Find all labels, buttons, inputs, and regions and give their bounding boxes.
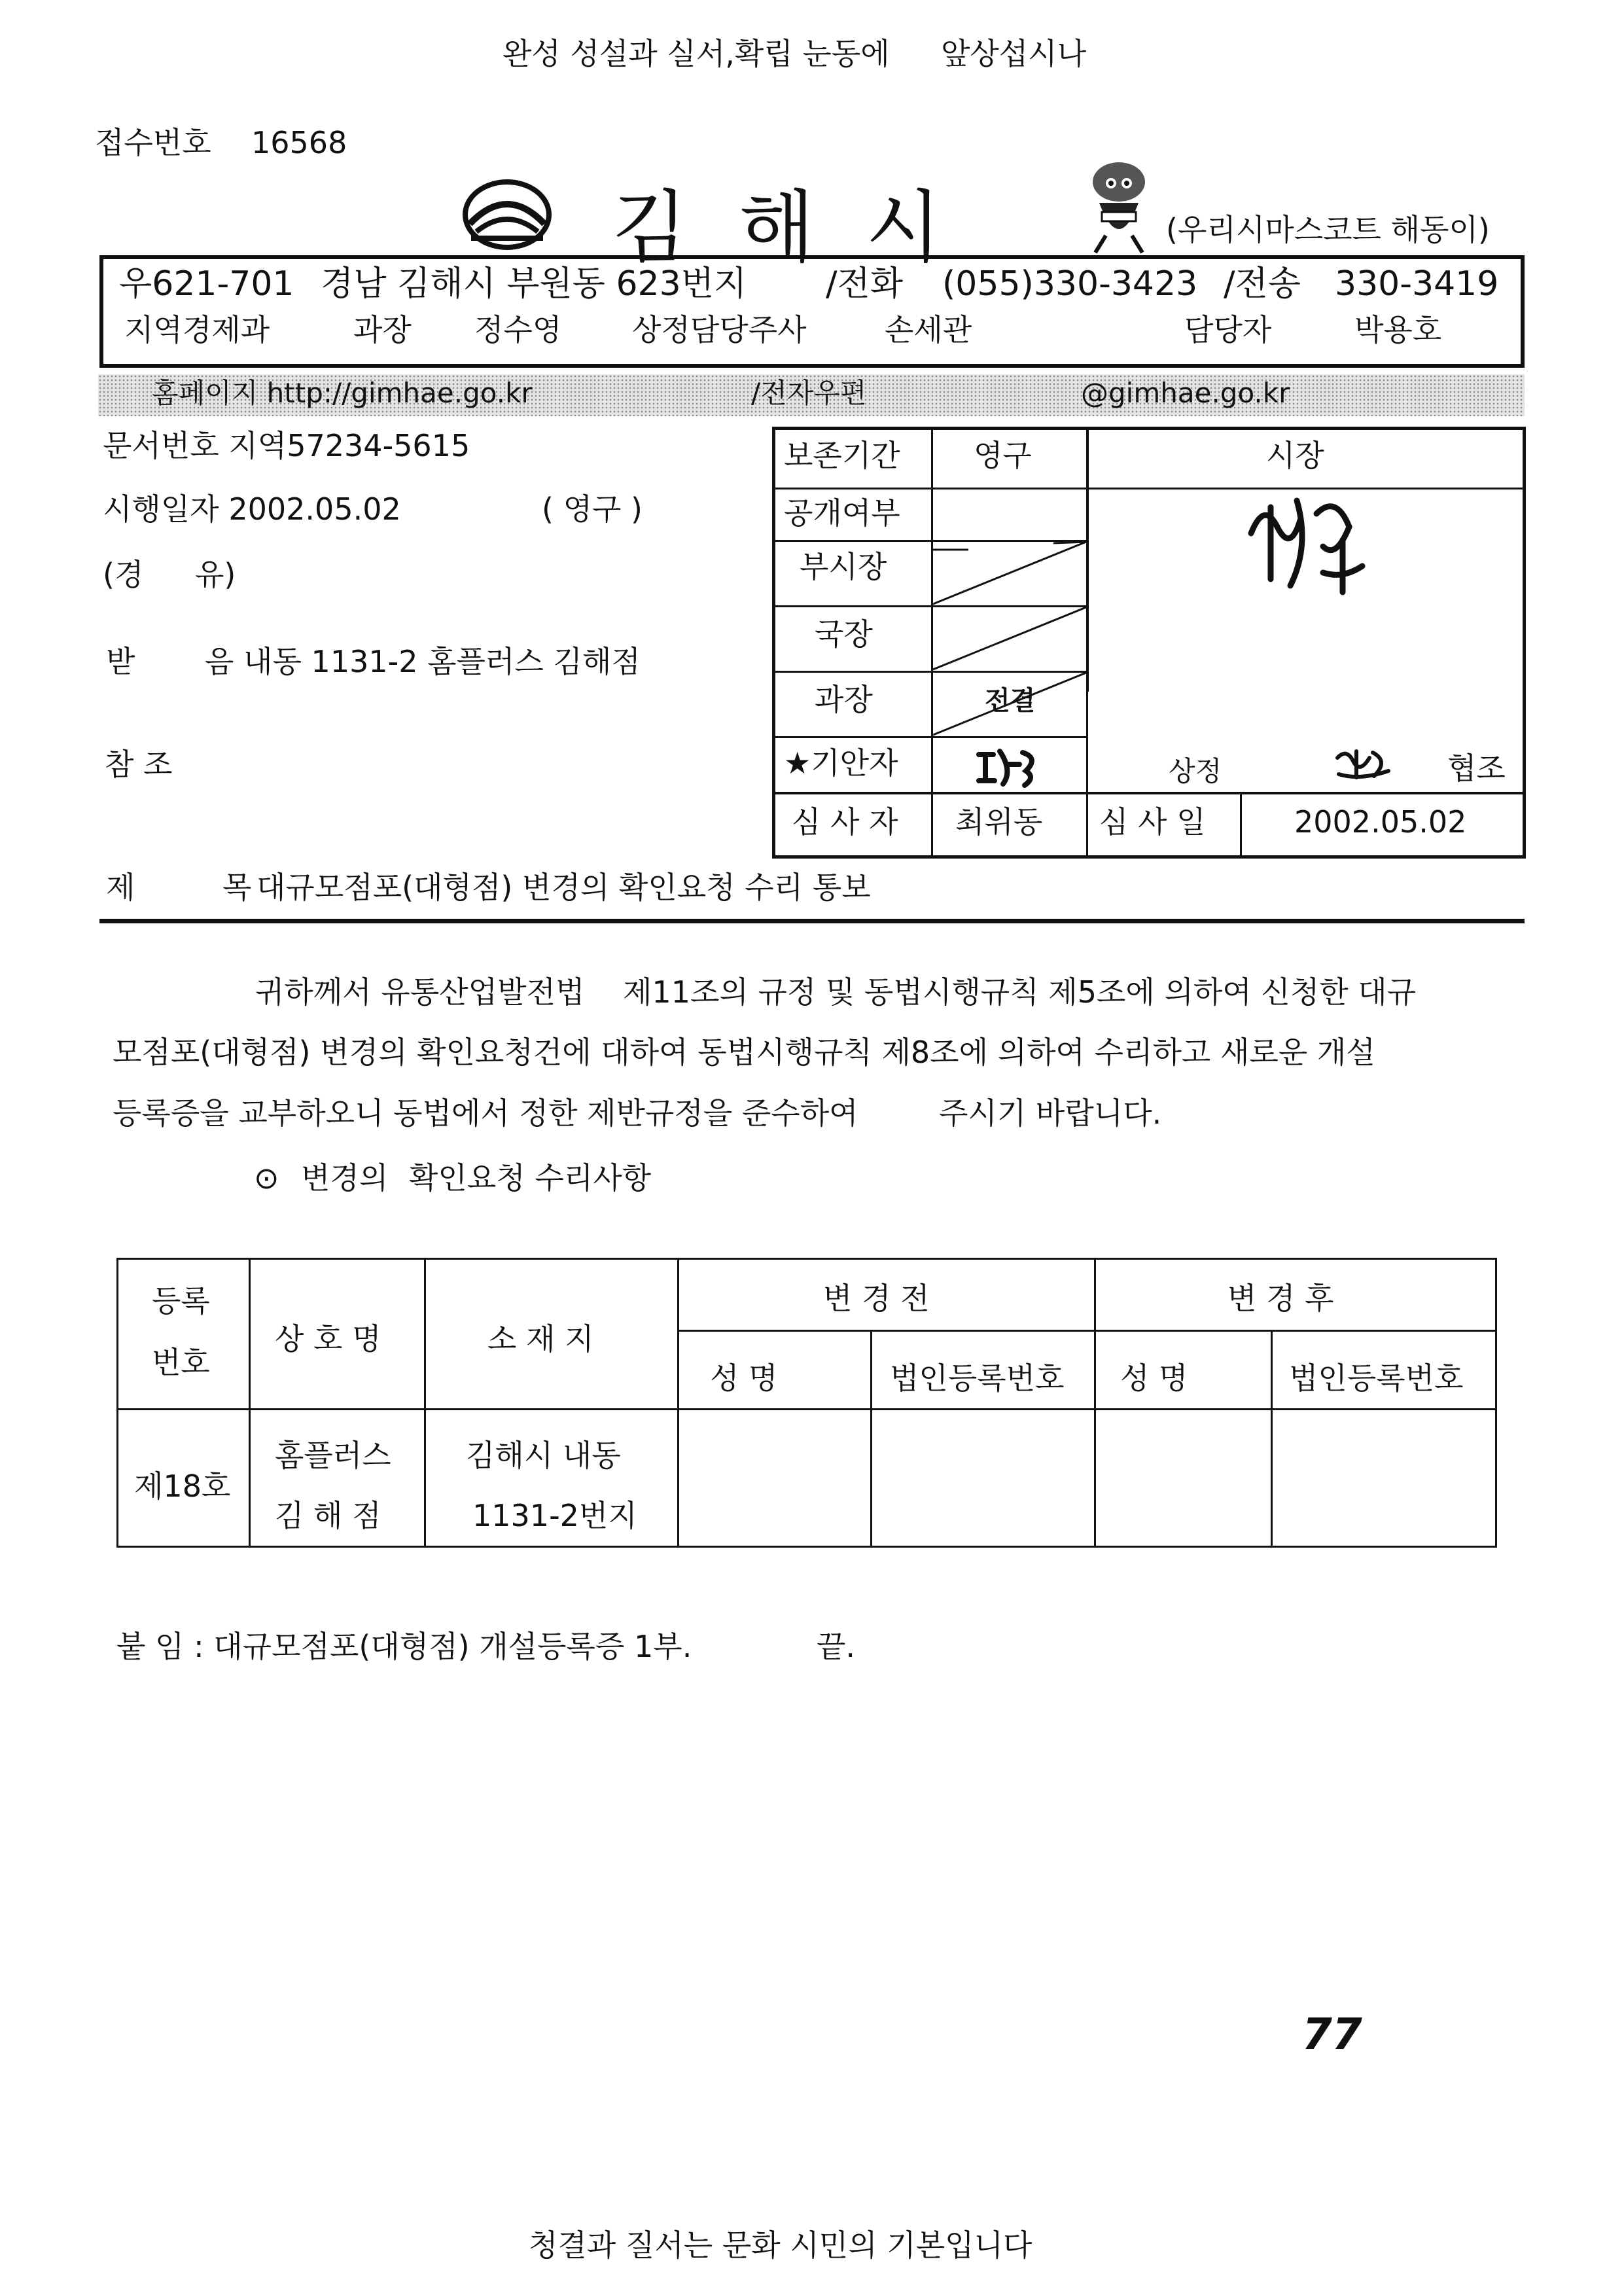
department: 지역경제과 [124,312,270,347]
section-chief-label: 과장 [815,682,873,717]
bottom-slogan: 청결과 질서는 문화 시민의 기본입니다 [529,2228,1033,2263]
review-date: 2002.05.02 [1294,804,1467,840]
receipt-number: 16568 [251,125,347,160]
reviewer-name: 최위동 [955,804,1043,840]
mayor-label: 시장 [1266,438,1324,473]
homepage[interactable]: 홈페이지 http://gimhae.go.kr [152,377,533,409]
item-heading-a: 변경의 [301,1160,389,1196]
city-name: 김 해 시 [612,183,955,274]
via-close: 유) [195,557,236,592]
reviewer-label: 심 사 자 [792,804,898,840]
top-slogan-left: 완성 성설과 실서,확립 눈동에 [503,36,890,71]
review-date-label: 심 사 일 [1099,804,1206,840]
before-corp-no-header: 법인등록번호 [890,1360,1065,1396]
section-head-name: 정수영 [474,312,562,347]
enforcement-date: 시행일자 2002.05.02 [103,491,401,527]
retention-period-value: 영구 [974,438,1032,473]
reg-no-header-1: 등록 [152,1283,210,1319]
after-name-header: 성 명 [1120,1360,1188,1396]
receipt-label: 접수번호 [95,125,211,160]
director-label: 국장 [815,616,873,652]
staff-label: 상정 [1169,755,1222,787]
phone-number: (055)330-3423 [942,264,1198,304]
staff-name: 손세관 [885,312,972,347]
person-in-charge-name: 박용호 [1354,312,1442,347]
after-change-header: 변 경 후 [1227,1281,1334,1316]
email-address[interactable]: @gimhae.go.kr [1081,377,1290,409]
body-line2: 모점포(대형점) 변경의 확인요청건에 대하여 동법시행규칙 제8조에 의하여 수리하고 새로운 개설 [113,1035,1375,1070]
retention-period-label: 보존기간 [784,438,900,473]
recipient-label: 받 [106,644,135,679]
body-line3-b: 주시기 바랍니다. [939,1095,1162,1131]
body-line3-a: 등록증을 교부하오니 동법에서 정한 제반규정을 준수하여 [113,1095,858,1131]
row-trade-name-2: 김 해 점 [275,1498,381,1533]
cooperation-label: 협조 [1447,751,1506,786]
phone-label: /전화 [826,264,903,304]
body-line1-a: 귀하께서 유통산업발전법 [255,974,585,1010]
person-in-charge-label: 담당자 [1184,312,1272,347]
location-header: 소 재 지 [487,1321,594,1357]
item-heading-b: 확인요청 수리사항 [409,1160,652,1196]
row-trade-name-1: 홈플러스 [275,1438,391,1473]
section-head-label: 과장 [353,312,412,347]
handwritten-page-mark: 77 [1302,2009,1362,2059]
reg-no-header-2: 번호 [152,1345,210,1380]
via-open: (경 [103,557,144,592]
trade-name-header: 상 호 명 [275,1321,381,1357]
fax-number: 330-3419 [1335,264,1499,304]
staff-title: 상정담당주사 [632,312,807,347]
fax-label: /전송 [1224,264,1301,304]
email-label: /전자우편 [751,377,867,409]
top-slogan-right: 앞상섭시나 [941,36,1087,71]
mascot-caption: (우리시마스코트 해동이) [1166,212,1490,247]
drafter-label: ★기안자 [784,745,898,781]
cosign-signature [1333,745,1401,783]
svg-text:손세관: 손세관 [1399,777,1401,778]
attachment-text: 붙 임 : 대규모점포(대형점) 개설등록증 1부. [116,1629,692,1664]
body-line1-b: 제11조의 규정 및 동법시행규칙 제5조에 의하여 신청한 대규 [623,974,1417,1010]
before-name-header: 성 명 [710,1360,778,1396]
subject-label-a: 제 [106,870,135,905]
row-reg-no: 제18호 [134,1468,231,1504]
deputy-mayor-label: 부시장 [800,549,887,584]
drafter-signature [974,745,1048,791]
subject-divider [99,919,1525,923]
after-corp-no-header: 법인등록번호 [1289,1360,1464,1396]
disclosure-label: 공개여부 [784,495,900,531]
subject-label-b: 목 [222,870,252,905]
bullet-icon: ⊙ [254,1160,279,1196]
svg-text:박용호: 박용호 [1046,784,1048,785]
retention-note: ( 영구 ) [542,491,643,527]
document-number: 문서번호 지역57234-5615 [103,428,470,463]
row-location-2: 1131-2번지 [472,1498,637,1533]
subject-text: 대규모점포(대형점) 변경의 확인요청 수리 통보 [256,870,871,905]
end-mark: 끝. [817,1629,856,1664]
reference-label: 참 조 [105,747,173,782]
row-location-1: 김해시 내동 [466,1438,621,1473]
mayor-signature [1238,488,1375,605]
before-change-header: 변 경 전 [823,1281,930,1316]
final-approval-mark: 전결 [985,686,1036,716]
recipient-value: 음 내동 1131-2 홈플러스 김해점 [205,644,641,679]
address: 경남 김해시 부원동 623번지 [321,264,747,304]
zip-code: 우621-701 [119,264,294,304]
